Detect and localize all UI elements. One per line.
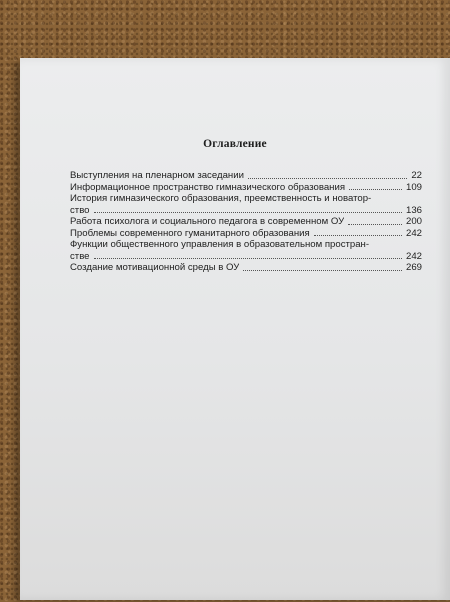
table-of-contents [70, 170, 422, 274]
toc-page-number: 269 [405, 262, 422, 273]
toc-page-number: 242 [405, 250, 422, 262]
toc-entry [70, 193, 422, 216]
toc-entry-title: Создание мотивационной среды в ОУ [70, 262, 240, 273]
dot-leader [348, 224, 402, 225]
toc-page-number: 109 [405, 181, 422, 193]
dot-leader [94, 258, 402, 259]
toc-entry [70, 216, 422, 228]
toc-entry-title: Работа психолога и социального педагога в современном ОУ [70, 216, 345, 227]
toc-page-number: 22 [411, 170, 422, 181]
dot-leader [248, 178, 407, 179]
page-title: Оглавление [203, 138, 267, 150]
toc-entry [70, 262, 422, 274]
toc-entry-title: Информационное пространство гимназического образования [70, 181, 346, 193]
toc-page-number: 200 [405, 216, 422, 227]
toc-entry [70, 228, 422, 240]
book-page [20, 58, 450, 600]
dot-leader [314, 235, 402, 236]
dot-leader [94, 212, 402, 213]
dot-leader [243, 270, 402, 271]
toc-page-number: 242 [405, 227, 422, 239]
toc-entry [70, 170, 422, 182]
toc-page-number: 136 [405, 204, 422, 216]
toc-entry [70, 239, 422, 262]
toc-entry-title: стве [70, 250, 90, 262]
toc-entry-title: Проблемы современного гуманитарного образования [70, 227, 310, 239]
toc-entry-title: ство [70, 204, 90, 216]
toc-entry-title: Выступления на пленарном заседании [70, 170, 244, 181]
toc-entry [70, 182, 422, 194]
toc-entry-title-line: История гимназического образования, преемственность и новатор- [70, 193, 372, 204]
toc-entry-title-line: Функции общественного управления в образовательном простран- [70, 239, 370, 250]
dot-leader [349, 189, 402, 190]
